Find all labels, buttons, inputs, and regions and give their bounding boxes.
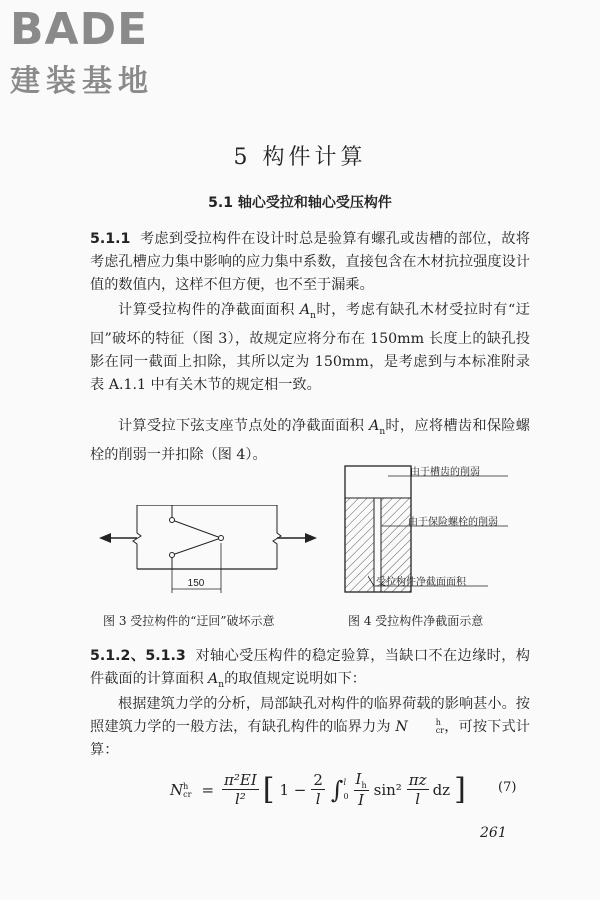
- fraction-numerator: πz: [408, 771, 427, 789]
- text-segment: 时，应将槽齿和保险螺栓的削弱一并扣除（图 4）。: [90, 418, 530, 463]
- bolt-hole: [219, 536, 224, 541]
- section-title: 5.1 轴心受拉和轴心受压构件: [208, 195, 392, 211]
- fraction-denominator: I: [358, 791, 365, 809]
- left-break-mark: [133, 505, 141, 569]
- integral-lower: 0: [343, 791, 349, 801]
- text-segment: 对轴心受压构件的稳定验算，当缺口不在边缘时，构件截面的计算面积: [90, 648, 530, 687]
- integral-limits: [343, 770, 351, 809]
- superscript: h: [183, 781, 189, 791]
- fraction-two-over-l: [309, 770, 327, 809]
- text-segment: 计算受拉构件的净截面面积: [118, 302, 300, 318]
- bracket-open: [: [262, 772, 275, 807]
- fraction-denominator: l: [315, 790, 321, 808]
- fraction-denominator: l: [415, 790, 421, 808]
- right-arrowhead: [305, 533, 317, 543]
- bottom-chord-paragraph: [90, 415, 530, 467]
- subscript: n: [310, 310, 316, 321]
- text-segment: 根据建筑力学的分析，局部缺孔对构件的临界荷载的影响甚小。按照建筑力学的一般方法，有缺孔构件的临界力为: [90, 696, 530, 735]
- failure-path: [172, 520, 221, 555]
- equation-number: (7): [498, 780, 517, 795]
- formula-7: [170, 770, 468, 809]
- left-arrowhead: [99, 533, 111, 543]
- formula-sup-sub: [183, 783, 191, 799]
- symbol: A: [299, 302, 311, 318]
- symbol: A: [208, 671, 219, 687]
- integral-upper: l: [343, 777, 346, 787]
- sup-sub-stack: [408, 719, 444, 735]
- logo-brand: BADE: [10, 4, 149, 55]
- subscript: n: [218, 679, 225, 690]
- clause-number: 5.1.1: [90, 231, 131, 247]
- label-notch-weakening: 由于槽齿的削弱: [410, 467, 480, 478]
- bolt-hole: [170, 518, 175, 523]
- superscript: h: [435, 718, 441, 727]
- figure-3-drawing: [95, 505, 325, 600]
- bolt-hole: [170, 553, 175, 558]
- label-net-section: 受拉构件净截面面积: [376, 577, 466, 588]
- clause-number: 5.1.2、5.1.3: [90, 648, 186, 664]
- formula-layout: [170, 770, 468, 809]
- text-segment: 的取值规定说明如下：: [224, 671, 366, 687]
- subscript: h: [361, 781, 367, 790]
- fraction-numerator: π²EI: [224, 771, 257, 789]
- dimension-value: 150: [187, 578, 205, 589]
- bracket-close: ]: [454, 772, 466, 807]
- paragraph-text: 考虑到受拉构件在设计时总是验算有螺孔或齿槽的部位，故将考虑孔槽应力集中影响的应力集中系数，直接包含在木材抗拉强度设计值的数值内，这样不但方便，也不至于漏乘。: [90, 231, 530, 293]
- formula-dz: dz: [432, 780, 451, 799]
- fraction-main: [220, 770, 261, 809]
- fraction-ih-over-i: [352, 770, 371, 809]
- formula-equals: =: [201, 780, 215, 799]
- net-area-paragraph: [90, 299, 530, 397]
- right-break-mark: [273, 505, 281, 569]
- text-segment: 时，考虑有缺孔木材受拉时有“迂回”破坏的特征（图 3），故规定应将分布在 150mm 长度上的缺孔投影在同一截面上扣除，其所以定为 150mm，是考虑到与本标准附录表 A.1.1 中有关木节的规定相一致。: [90, 302, 530, 393]
- clause-5-1-2-paragraph: [90, 645, 530, 697]
- fraction-piz-over-l: [405, 770, 431, 809]
- label-bolt-weakening: 由于保险螺栓的削弱: [408, 517, 498, 528]
- formula-one-minus: 1 −: [279, 780, 307, 799]
- figure-4-caption: 图 4 受拉构件净截面示意: [348, 614, 484, 628]
- integral-sign: ∫: [330, 775, 344, 804]
- logo-subtitle: 建装基地: [10, 64, 154, 99]
- chapter-title: 5 构件计算: [233, 145, 367, 170]
- page-number: 261: [480, 825, 507, 841]
- fraction-numerator: 2: [313, 771, 323, 789]
- formula-lhs: [170, 770, 195, 809]
- critical-force-paragraph: [90, 693, 530, 762]
- formula-symbol: N: [170, 780, 184, 799]
- formula-symbol: I: [355, 770, 362, 788]
- symbol: N: [395, 719, 408, 735]
- symbol: A: [369, 418, 380, 434]
- text-segment: ，可按下式计算：: [90, 719, 530, 758]
- formula-sin: sin²: [373, 780, 402, 799]
- subscript: n: [379, 426, 386, 437]
- subscript: cr: [435, 726, 445, 735]
- figure-3-caption: 图 3 受拉构件的“迂回”破坏示意: [103, 614, 275, 628]
- clause-5-1-1-paragraph: [90, 228, 530, 297]
- fraction-denominator: l²: [234, 790, 246, 808]
- subscript: cr: [183, 789, 192, 799]
- text-segment: 计算受拉下弦支座节点处的净截面面积: [118, 418, 370, 434]
